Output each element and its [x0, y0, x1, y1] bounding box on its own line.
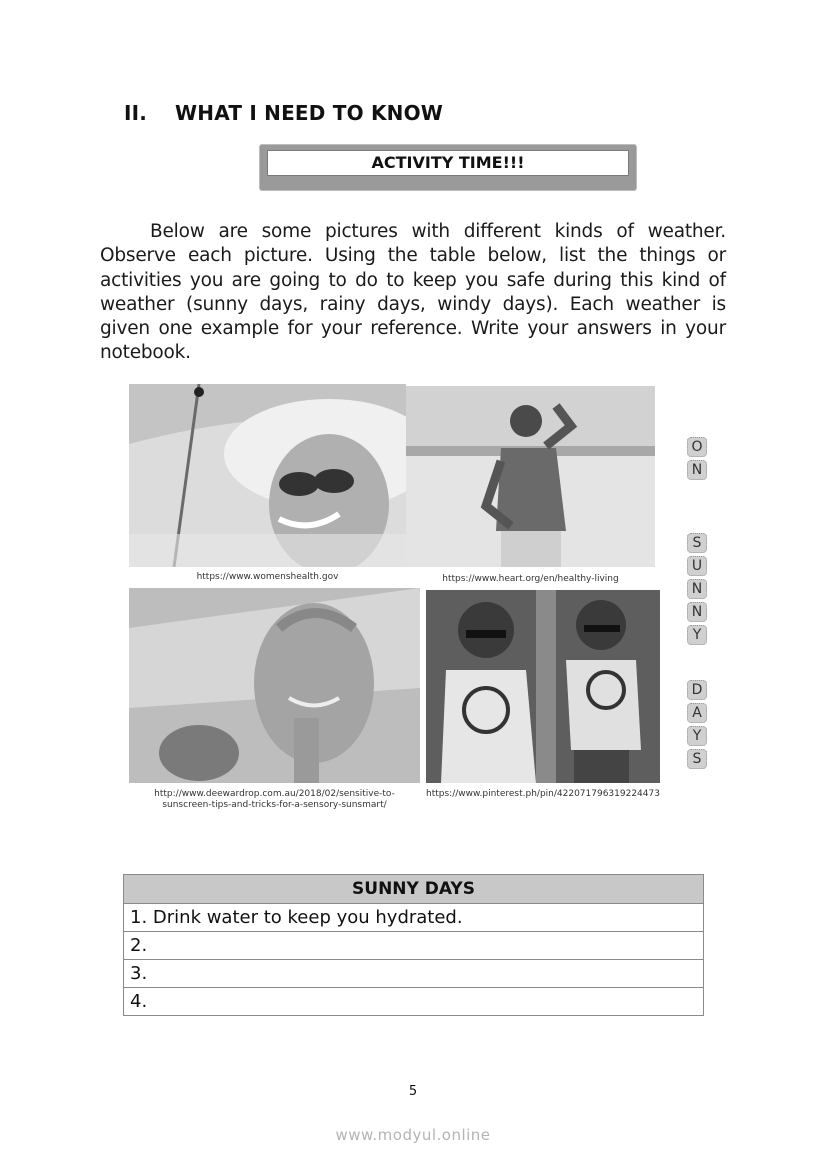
vertical-label-days — [684, 678, 710, 772]
activity-banner-label: ACTIVITY TIME!!! — [267, 150, 629, 176]
photo-kids-sunglasses — [426, 590, 660, 783]
photo-woman-sun-hat — [129, 384, 406, 567]
vertical-label-on — [684, 435, 710, 483]
vertical-letter: N — [687, 602, 707, 622]
table-header: SUNNY DAYS — [124, 875, 704, 904]
activity-banner — [259, 144, 637, 191]
table-row — [124, 932, 704, 960]
photo-child-sunscreen — [129, 588, 420, 783]
instructions-text: Below are some pictures with different kinds of weather. Observe each picture. Using the table below, list the things or activities you are going to do to keep you safe during this kind of weather (sunny days, rainy days, windy days). Each weather is given one example for your reference. Write your answers in your notebook. — [100, 221, 726, 364]
table-cell: 1. Drink water to keep you hydrated. — [124, 904, 704, 932]
table-cell: 3. — [124, 960, 704, 988]
table-cell: 4. — [124, 988, 704, 1016]
vertical-letter: O — [687, 437, 707, 457]
instructions-paragraph — [100, 220, 726, 366]
section-number: II. — [124, 101, 148, 125]
photo-caption — [129, 789, 420, 811]
photo-caption-line: sunscreen-tips-and-tricks-for-a-sensory-sunsmart/ — [162, 800, 387, 810]
table-row — [124, 988, 704, 1016]
table-header-row — [124, 875, 704, 904]
photo-caption-line: http://www.deewardrop.com.au/2018/02/sensitive-to- — [154, 789, 395, 799]
section-heading — [124, 101, 443, 125]
vertical-letter: Y — [687, 625, 707, 645]
vertical-letter: N — [687, 460, 707, 480]
woman-sun-hat-image — [129, 384, 406, 567]
table-cell: 2. — [124, 932, 704, 960]
photo-man-drinking — [406, 386, 655, 567]
table-row — [124, 904, 704, 932]
photo-caption: https://www.heart.org/en/healthy-living — [442, 574, 619, 584]
vertical-letter: N — [687, 579, 707, 599]
kids-sunglasses-image — [426, 590, 660, 783]
vertical-letter: U — [687, 556, 707, 576]
vertical-label-sunny — [684, 531, 710, 648]
vertical-letter: S — [687, 749, 707, 769]
vertical-letter: A — [687, 703, 707, 723]
child-sunscreen-image — [129, 588, 420, 783]
man-drinking-image — [406, 386, 655, 567]
sunny-days-table — [123, 874, 704, 1016]
page-number: 5 — [408, 1084, 418, 1099]
photo-caption: https://www.womenshealth.gov — [196, 572, 339, 582]
section-title: WHAT I NEED TO KNOW — [175, 101, 444, 125]
vertical-letter: D — [687, 680, 707, 700]
table-row — [124, 960, 704, 988]
vertical-letter: Y — [687, 726, 707, 746]
watermark: www.modyul.online — [335, 1126, 491, 1144]
vertical-letter: S — [687, 533, 707, 553]
photo-caption: https://www.pinterest.ph/pin/422071796319224473 — [426, 789, 660, 799]
